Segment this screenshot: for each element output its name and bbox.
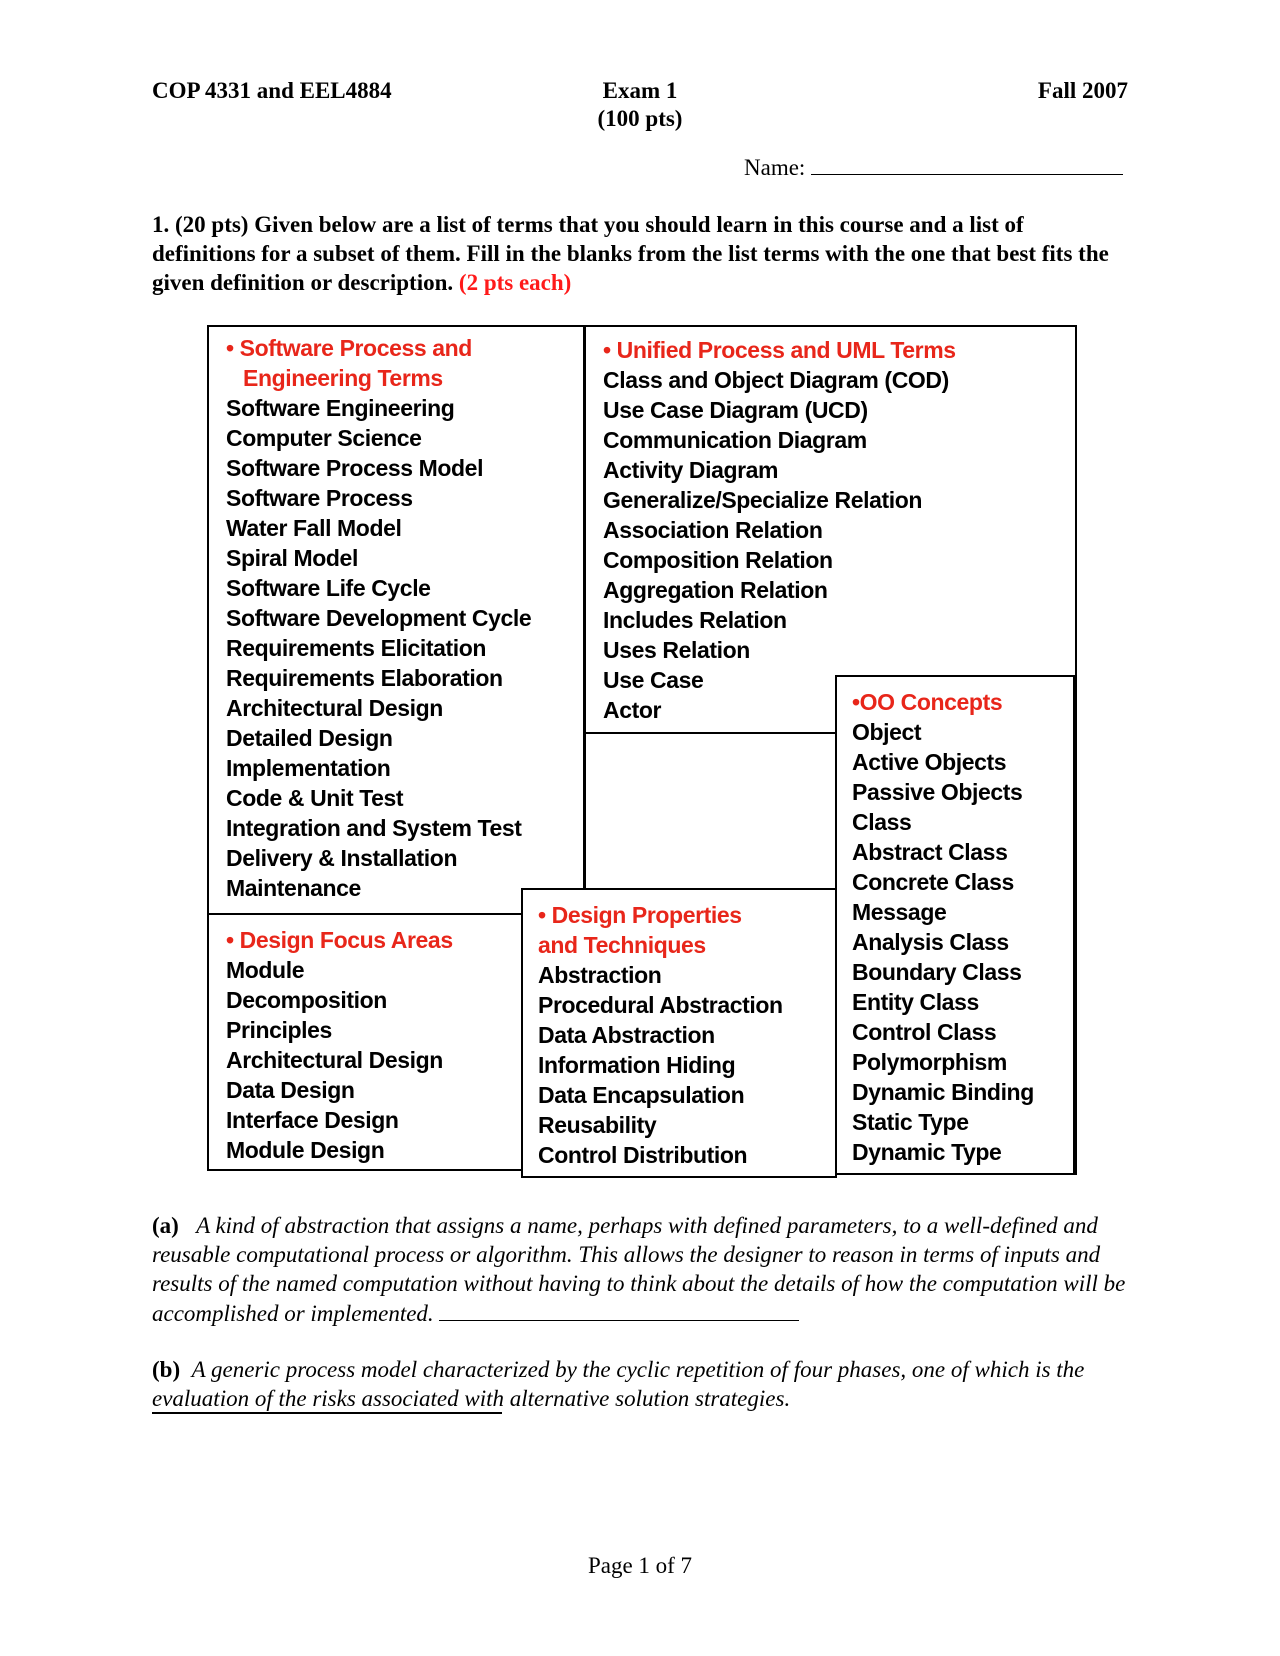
term-item: Software Process Model bbox=[226, 455, 484, 481]
software-process-term-list bbox=[226, 393, 583, 903]
term-item: Class bbox=[852, 809, 912, 835]
unified-process-term-list bbox=[603, 365, 1075, 725]
design-focus-term-list bbox=[226, 955, 521, 1165]
term-item: Code & Unit Test bbox=[226, 785, 404, 811]
term-item: Dynamic Type bbox=[852, 1139, 1002, 1165]
term-item: Concrete Class bbox=[852, 869, 1014, 895]
exam-term: Fall 2007 bbox=[1037, 78, 1128, 103]
term-item: Generalize/Specialize Relation bbox=[603, 487, 923, 513]
question-1-text: 1. (20 pts) Given below are a list of terms that you should learn in this course and a list of definitions for a subset of them. Fill in the blanks from the list terms with the one that best fits the given definition or description. bbox=[152, 212, 1109, 295]
term-item: Software Life Cycle bbox=[226, 575, 431, 601]
term-item: Module bbox=[226, 957, 305, 983]
term-item: Architectural Design bbox=[226, 695, 443, 721]
answer-b-blank[interactable] bbox=[152, 1412, 502, 1414]
definition-b bbox=[152, 1355, 1132, 1413]
term-item: Activity Diagram bbox=[603, 457, 779, 483]
term-item: Spiral Model bbox=[226, 545, 358, 571]
oo-concepts-heading: •OO Concepts bbox=[852, 689, 1003, 715]
term-item: Integration and System Test bbox=[226, 815, 522, 841]
unified-process-terms-box bbox=[584, 325, 1077, 734]
software-process-terms-box bbox=[207, 325, 585, 915]
term-item: Computer Science bbox=[226, 425, 422, 451]
term-item: Composition Relation bbox=[603, 547, 833, 573]
term-item: Active Objects bbox=[852, 749, 1007, 775]
term-item: Software Engineering bbox=[226, 395, 455, 421]
term-item: Requirements Elicitation bbox=[226, 635, 487, 661]
software-process-heading: • Software Process and bbox=[226, 335, 472, 361]
definition-b-text: A generic process model characterized by the cyclic repetition of four phases, one of which is the evaluation of the risks associated with alternative solution strategies. bbox=[152, 1357, 1085, 1411]
exam-name: Exam 1 bbox=[602, 78, 678, 103]
course-title: COP 4331 and EEL4884 bbox=[152, 78, 392, 103]
term-item: Dynamic Binding bbox=[852, 1079, 1034, 1105]
diagram-divider bbox=[584, 733, 836, 889]
term-item: Delivery & Installation bbox=[226, 845, 458, 871]
term-item: Use Case bbox=[603, 667, 704, 693]
term-item: Water Fall Model bbox=[226, 515, 402, 541]
term-item: Analysis Class bbox=[852, 929, 1009, 955]
term-item: Association Relation bbox=[603, 517, 823, 543]
term-item: Actor bbox=[603, 697, 662, 723]
unified-process-heading: • Unified Process and UML Terms bbox=[603, 337, 956, 363]
term-item: Uses Relation bbox=[603, 637, 750, 663]
term-item: Interface Design bbox=[226, 1107, 399, 1133]
oo-concepts-term-list bbox=[852, 717, 1073, 1167]
design-properties-heading: • Design Properties bbox=[538, 902, 742, 928]
term-item: Reusability bbox=[538, 1112, 657, 1138]
question-1-points: (2 pts each) bbox=[458, 270, 572, 295]
term-item: Class and Object Diagram (COD) bbox=[603, 367, 949, 393]
term-item: Principles bbox=[226, 1017, 332, 1043]
term-item: Polymorphism bbox=[852, 1049, 1007, 1075]
term-item: Passive Objects bbox=[852, 779, 1023, 805]
design-focus-box bbox=[207, 913, 523, 1171]
term-item: Static Type bbox=[852, 1109, 969, 1135]
term-item: Entity Class bbox=[852, 989, 979, 1015]
term-item: Data Abstraction bbox=[538, 1022, 715, 1048]
exam-points: (100 pts) bbox=[597, 106, 683, 131]
design-properties-term-list bbox=[538, 960, 835, 1170]
term-item: Architectural Design bbox=[226, 1047, 443, 1073]
term-item: Decomposition bbox=[226, 987, 387, 1013]
term-item: Information Hiding bbox=[538, 1052, 736, 1078]
term-item: Software Process bbox=[226, 485, 413, 511]
answer-a-blank[interactable] bbox=[439, 1298, 799, 1321]
term-item: Requirements Elaboration bbox=[226, 665, 503, 691]
term-item: Detailed Design bbox=[226, 725, 393, 751]
term-item: Implementation bbox=[226, 755, 391, 781]
design-properties-heading-cont: and Techniques bbox=[538, 932, 706, 958]
term-item: Boundary Class bbox=[852, 959, 1022, 985]
term-item: Procedural Abstraction bbox=[538, 992, 783, 1018]
term-item: Communication Diagram bbox=[603, 427, 867, 453]
term-item: Module Design bbox=[226, 1137, 385, 1163]
definition-a bbox=[152, 1211, 1132, 1328]
term-item: Data Encapsulation bbox=[538, 1082, 745, 1108]
exam-title bbox=[540, 77, 740, 133]
name-label: Name: bbox=[744, 155, 806, 180]
page-number: Page 1 of 7 bbox=[587, 1553, 693, 1578]
term-item: Abstraction bbox=[538, 962, 662, 988]
design-focus-heading: • Design Focus Areas bbox=[226, 927, 453, 953]
design-properties-box bbox=[521, 888, 837, 1178]
term-item: Message bbox=[852, 899, 947, 925]
definition-a-label: (a) bbox=[152, 1213, 179, 1238]
term-item: Maintenance bbox=[226, 875, 361, 901]
term-item: Software Development Cycle bbox=[226, 605, 532, 631]
term-item: Includes Relation bbox=[603, 607, 787, 633]
term-item: Abstract Class bbox=[852, 839, 1008, 865]
software-process-heading-cont: Engineering Terms bbox=[243, 365, 443, 391]
name-field bbox=[744, 152, 1123, 182]
question-1 bbox=[152, 210, 1132, 297]
term-item: Use Case Diagram (UCD) bbox=[603, 397, 868, 423]
term-item: Aggregation Relation bbox=[603, 577, 828, 603]
definition-a-text: A kind of abstraction that assigns a name, perhaps with defined parameters, to a well-defined and reusable computational process or algorithm. This allows the designer to reason in terms of inputs and results of the named computation without having to think about the details of how the computation will be accomplished or implemented. bbox=[152, 1213, 1126, 1326]
term-item: Control Distribution bbox=[538, 1142, 748, 1168]
definition-b-label: (b) bbox=[152, 1357, 181, 1382]
oo-concepts-box bbox=[835, 675, 1077, 1175]
term-item: Data Design bbox=[226, 1077, 355, 1103]
name-blank[interactable] bbox=[811, 152, 1123, 175]
term-item: Object bbox=[852, 719, 922, 745]
term-item: Control Class bbox=[852, 1019, 997, 1045]
